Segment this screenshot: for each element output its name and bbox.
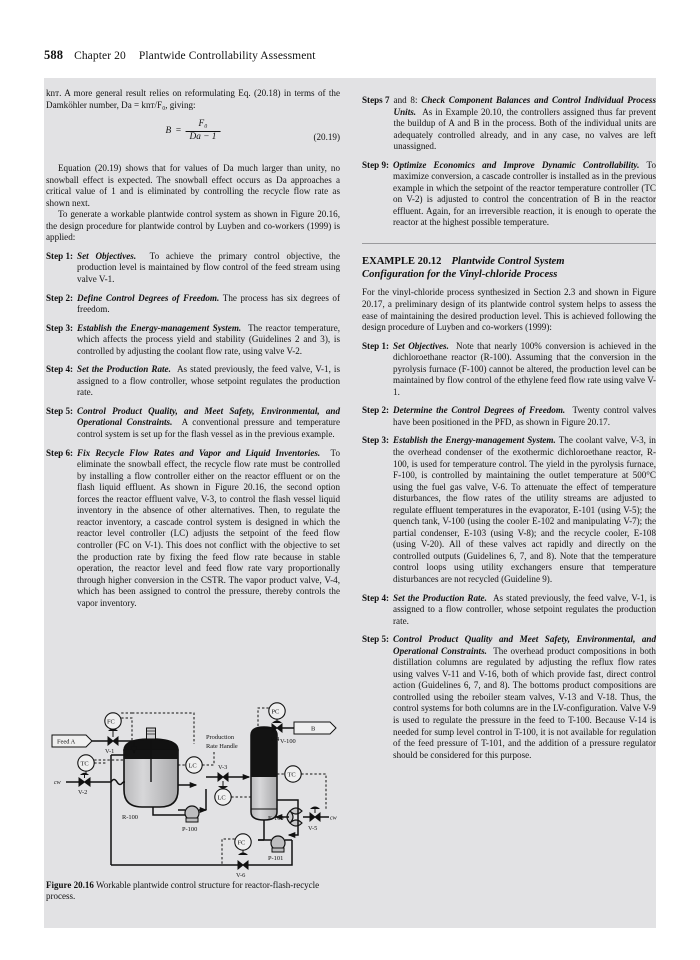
step-title: Set Objectives. <box>77 250 137 261</box>
valve-v5[interactable] <box>303 807 337 833</box>
step-label: Step 5: <box>362 634 390 645</box>
step-body <box>77 364 340 399</box>
page-content <box>44 78 656 928</box>
valve-v3[interactable] <box>206 764 249 789</box>
step-label: Step 6: <box>46 447 74 458</box>
cw-right-label: cw <box>330 815 337 822</box>
pump-p100-label: P-100 <box>182 826 198 833</box>
equation-equals: = <box>175 126 182 137</box>
equation-20-19 <box>46 120 340 154</box>
example-title-line2: Configuration for the Vinyl-chloride Process <box>362 269 558 281</box>
step-text: The overhead product compositions in both distillation columns are regulated by adjusting the reflux flow rates using valves V-11 and V-16, both of which provide fast, direct control action (Guidelines 6, 7, and 8). The bottoms product compositions are controlled using the reboiler steam valves, V-13 and V-18. Thus, the control systems for both columns are in the LV-configuration. Valve V-9 is used to regulate the pressure in the feed to T-100. Because V-14 is needed for sump level control in T-100, it is not available for regulation of the feed pressure of T-101, and the addition of a pressure regulator should be considered for this purpose. <box>393 645 656 760</box>
step-label: Step 3: <box>362 435 390 446</box>
example-intro: For the vinyl-chloride process synthesized in Section 2.3 and shown in Figure 20.17, a preliminary design of its plantwide control system helps to assess the ease of maintaining the desired production level. This is achieved following the design procedure of Luyben and co-workers (1999): <box>362 287 656 333</box>
step-item-4 <box>46 364 340 399</box>
step-body <box>393 435 656 585</box>
example-step-1 <box>362 341 656 399</box>
valve-v4-label: V-4 <box>270 736 280 743</box>
step-text: To maximize conversion, a cascade controller is installed as in the previous example in which the setpoint of the reactor temperature controller (TC on V-2) is adjusted to control the concentration of B in the reactor effluent. Again, for an irreversible reaction, it is enough to operate the reactor at the highest possible temperature. <box>393 159 656 228</box>
step-title: Determine the Control Degrees of Freedom. <box>393 405 566 416</box>
production-handle-line2: Rate Handle <box>206 743 238 750</box>
controller-tc-reactor[interactable] <box>78 755 124 775</box>
controller-tc-flash[interactable] <box>277 766 326 810</box>
step-text: Note that nearly 100% conversion is achieved in the dichloroethane reactor (R-100). Assuming that the conversion in the pyrolysis furnace (F-100) cannot be altered, the production level can be maintained by flow control of the ethylene feed flow rate using valve V-1. <box>393 340 657 397</box>
step-item-1 <box>46 251 340 286</box>
example-title-line1: Plantwide Control System <box>451 256 565 268</box>
feed-stream <box>52 735 134 753</box>
equation-lhs: B <box>165 126 172 137</box>
pump-p101 <box>258 836 292 862</box>
example-heading <box>362 255 656 281</box>
step-item-7-8 <box>362 95 656 153</box>
step-body <box>393 341 656 399</box>
step-item-5 <box>46 406 340 441</box>
product-b-label: B <box>311 725 316 733</box>
step-text: A conventional pressure and temperature control system is set up for the flash vessel as in the previous example. <box>77 417 340 440</box>
tc-left-label: TC <box>80 760 89 768</box>
step-label: Steps 7 <box>362 95 390 105</box>
example-step-5 <box>362 634 656 761</box>
example-number: EXAMPLE 20.12 <box>362 256 442 268</box>
tc-flash-label: TC <box>287 771 296 779</box>
step-label: Step 9: <box>362 159 390 170</box>
fc-bottom-label: FC <box>237 839 246 847</box>
step-item-2 <box>46 293 340 316</box>
equation-fraction <box>186 120 221 143</box>
step-item-3 <box>46 323 340 358</box>
step-text: To eliminate the snowball effect, the recycle flow rate must be controlled by installing a flow controller either on the reactor effluent or on the flash liquid effluent. As shown in Figure 20.16, the second option forces the reactor effluent valve, V-3, to control the flash vessel liquid inventory in the absence of other alternatives. Then, to regulate the reactor inventory, a cascade control system is designed in which the reactor level controller (LC) adjusts the setpoint of the feed flow controller (FC on V-1). This does not conflict with the objective to set the production rate by fixing the feed flow rate because in stable operation, the reactor level and feed flow rate vary proportionally through higher conversion in the CSTR. The vapor product valve, V-4, which has been assigned to control the pressure, thereby controls the vapor inventory. <box>77 447 341 608</box>
figure-caption <box>46 880 341 903</box>
valve-v6[interactable] <box>236 861 248 879</box>
paragraph-intro: knᴛ. A more general result relies on reformulating Eq. (20.18) in terms of the Damköhler number, Da = knᴛ/F₀, giving: <box>46 88 340 110</box>
step-body <box>77 406 340 441</box>
pump-p101-label: P-101 <box>268 855 284 862</box>
step-label: Step 1: <box>46 250 74 261</box>
step-label: Step 2: <box>46 292 74 303</box>
example-step-3 <box>362 435 656 585</box>
reactor-r100 <box>122 728 178 821</box>
valve-v6-label: V-6 <box>236 872 246 879</box>
valve-v2-label: V-2 <box>78 789 88 796</box>
step-text: The process has six degrees of freedom. <box>77 292 340 315</box>
step-title: Check Component Balances and Control Individual Process Units. <box>393 95 657 117</box>
figure-diagram <box>46 697 341 879</box>
example-step-2 <box>362 405 656 428</box>
step-title: Fix Recycle Flow Rates and Vapor and Liquid Inventories. <box>77 447 321 458</box>
step-label: Step 4: <box>46 364 74 375</box>
step-text: As stated previously, the feed valve, V-1, is assigned to a flow controller, whose setpoint regulates the production rate. <box>393 592 656 626</box>
pc-label: PC <box>271 708 280 716</box>
step-text: To achieve the primary control objective, the production level is maintained by flow control of the feed stream using valve V-1. <box>77 250 340 285</box>
step-text: As stated previously, the feed valve, V-1, is assigned to a flow controller, whose setpoint regulates the production rate. <box>77 364 340 398</box>
coolant-inlet <box>54 773 125 796</box>
feed-label: Feed A <box>57 738 76 746</box>
step-body <box>77 293 340 316</box>
controller-lc-reactor[interactable] <box>178 757 214 773</box>
flash-label: V-100 <box>280 738 296 745</box>
step-title: Establish the Energy-management System. <box>393 435 556 446</box>
figure-20-16 <box>46 697 341 903</box>
step-label: Step 2: <box>362 405 390 416</box>
chapter-label: Chapter 20 <box>74 50 126 62</box>
step-title: Control Product Quality, and Meet Safety, Environmental, and Operational Constraints. <box>77 405 340 428</box>
step-text: The coolant valve, V-3, in the overhead condenser of the exothermic dichloroethane reactor, R-100, is used for temperature control. The yield in the pyrolysis furnace, F-100, is controlled by maintaining the outlet temperature at 500°C using the fuel gas valve, V-6. To attenuate the effect of temperature disturbances, the flow rates of the utility streams are adjusted to regulate effluent temperatures in the evaporator, E-101 (using V-5); the quench tank, V-100 (using the cooler E-102 and manipulating V-7); the partial condenser, E-103 (using V-8); and the recycle cooler, E-108 (using V-20). All of these valves act rapidly and directly on the controlled outputs (Guidelines 6, 7, and 8). Note that the temperature control loops using utility exchangers ensure that temperature disturbances are not recycled (Guideline 9). <box>393 435 656 584</box>
example-step-4 <box>362 593 656 628</box>
paragraph-procedure-intro: To generate a workable plantwide control system as shown in Figure 20.16, the design procedure for plantwide control by Luyben and co-workers (1999) is applied: <box>46 209 340 243</box>
step-label: Step 3: <box>46 322 74 333</box>
figure-caption-text: Workable plantwide control structure for reactor-flash-recycle process. <box>46 880 320 902</box>
production-handle-line1: Production <box>206 734 235 741</box>
step-item-6 <box>46 448 340 610</box>
step-body <box>77 251 340 286</box>
step-body <box>393 593 656 628</box>
step-label: Step 1: <box>362 340 390 351</box>
step-label: Step 5: <box>46 405 74 416</box>
step-body <box>77 448 340 610</box>
step-label-cont: and 8: <box>393 95 418 105</box>
step-body <box>77 323 340 358</box>
production-rate-handle <box>206 734 238 765</box>
valve-v5-label: V-5 <box>308 825 318 832</box>
step-text: The reactor temperature, which affects the process yield and stability (Guidelines 2 and 3), is controlled by adjusting the coolant flow rate, using valve V-2. <box>77 322 341 356</box>
page-number: 588 <box>44 48 64 62</box>
step-body <box>393 634 656 761</box>
valve-v1-label: V-1 <box>105 748 115 755</box>
step-text: As in Example 20.10, the controllers assigned thus far prevent the buildup of A and B in the process. Both of the individual units are adequately controlled already, and in any case, no valves are left unassigned. <box>393 106 657 152</box>
reactor-label: R-100 <box>122 814 138 821</box>
step-label: Step 4: <box>362 592 390 603</box>
e100-label: E-100 <box>268 815 284 822</box>
step-body <box>393 160 656 229</box>
step-title: Set the Production Rate. <box>393 592 487 603</box>
figure-caption-label: Figure 20.16 <box>46 880 94 890</box>
valve-v3-label: V-3 <box>218 764 228 771</box>
step-body <box>394 95 656 153</box>
equation-denominator: Da − 1 <box>189 131 217 142</box>
step-title: Define Control Degrees of Freedom. <box>77 292 220 303</box>
step-title: Establish the Energy-management System. <box>77 322 242 333</box>
fc-top-label: FC <box>107 718 115 726</box>
step-item-9 <box>362 160 656 229</box>
left-column <box>46 78 340 928</box>
step-title: Optimize Economics and Improve Dynamic Controllability. <box>393 159 640 170</box>
paragraph-equation-discussion: Equation (20.19) shows that for values of Da much larger than unity, no snowball effect is expected. The snowball effect occurs as Da approaches a critical value of 1 and is eliminated by controlling the recycle flow rate as shown next. <box>46 163 340 208</box>
process-flow-diagram <box>46 697 341 879</box>
chapter-title: Plantwide Controllability Assessment <box>138 50 316 62</box>
step-body <box>393 405 656 428</box>
equation-number: (20.19) <box>313 132 340 143</box>
cw-left-label: cw <box>54 780 61 786</box>
example-20-12 <box>362 243 656 761</box>
lc-reactor-label: LC <box>188 762 197 770</box>
running-head <box>44 48 316 63</box>
equation-numerator: F₀ <box>198 119 208 130</box>
step-title: Set Objectives. <box>393 340 449 351</box>
step-text: Twenty control valves have been positioned in the PFD, as shown in Figure 20.17. <box>393 405 656 427</box>
step-title: Control Product Quality and Meet Safety, Environmental, and Operational Constraints. <box>393 634 656 656</box>
controller-fc-recycle[interactable] <box>222 834 251 865</box>
lc-flash-label: LC <box>217 794 226 802</box>
right-column <box>362 78 656 928</box>
step-title: Set the Production Rate. <box>77 364 171 375</box>
